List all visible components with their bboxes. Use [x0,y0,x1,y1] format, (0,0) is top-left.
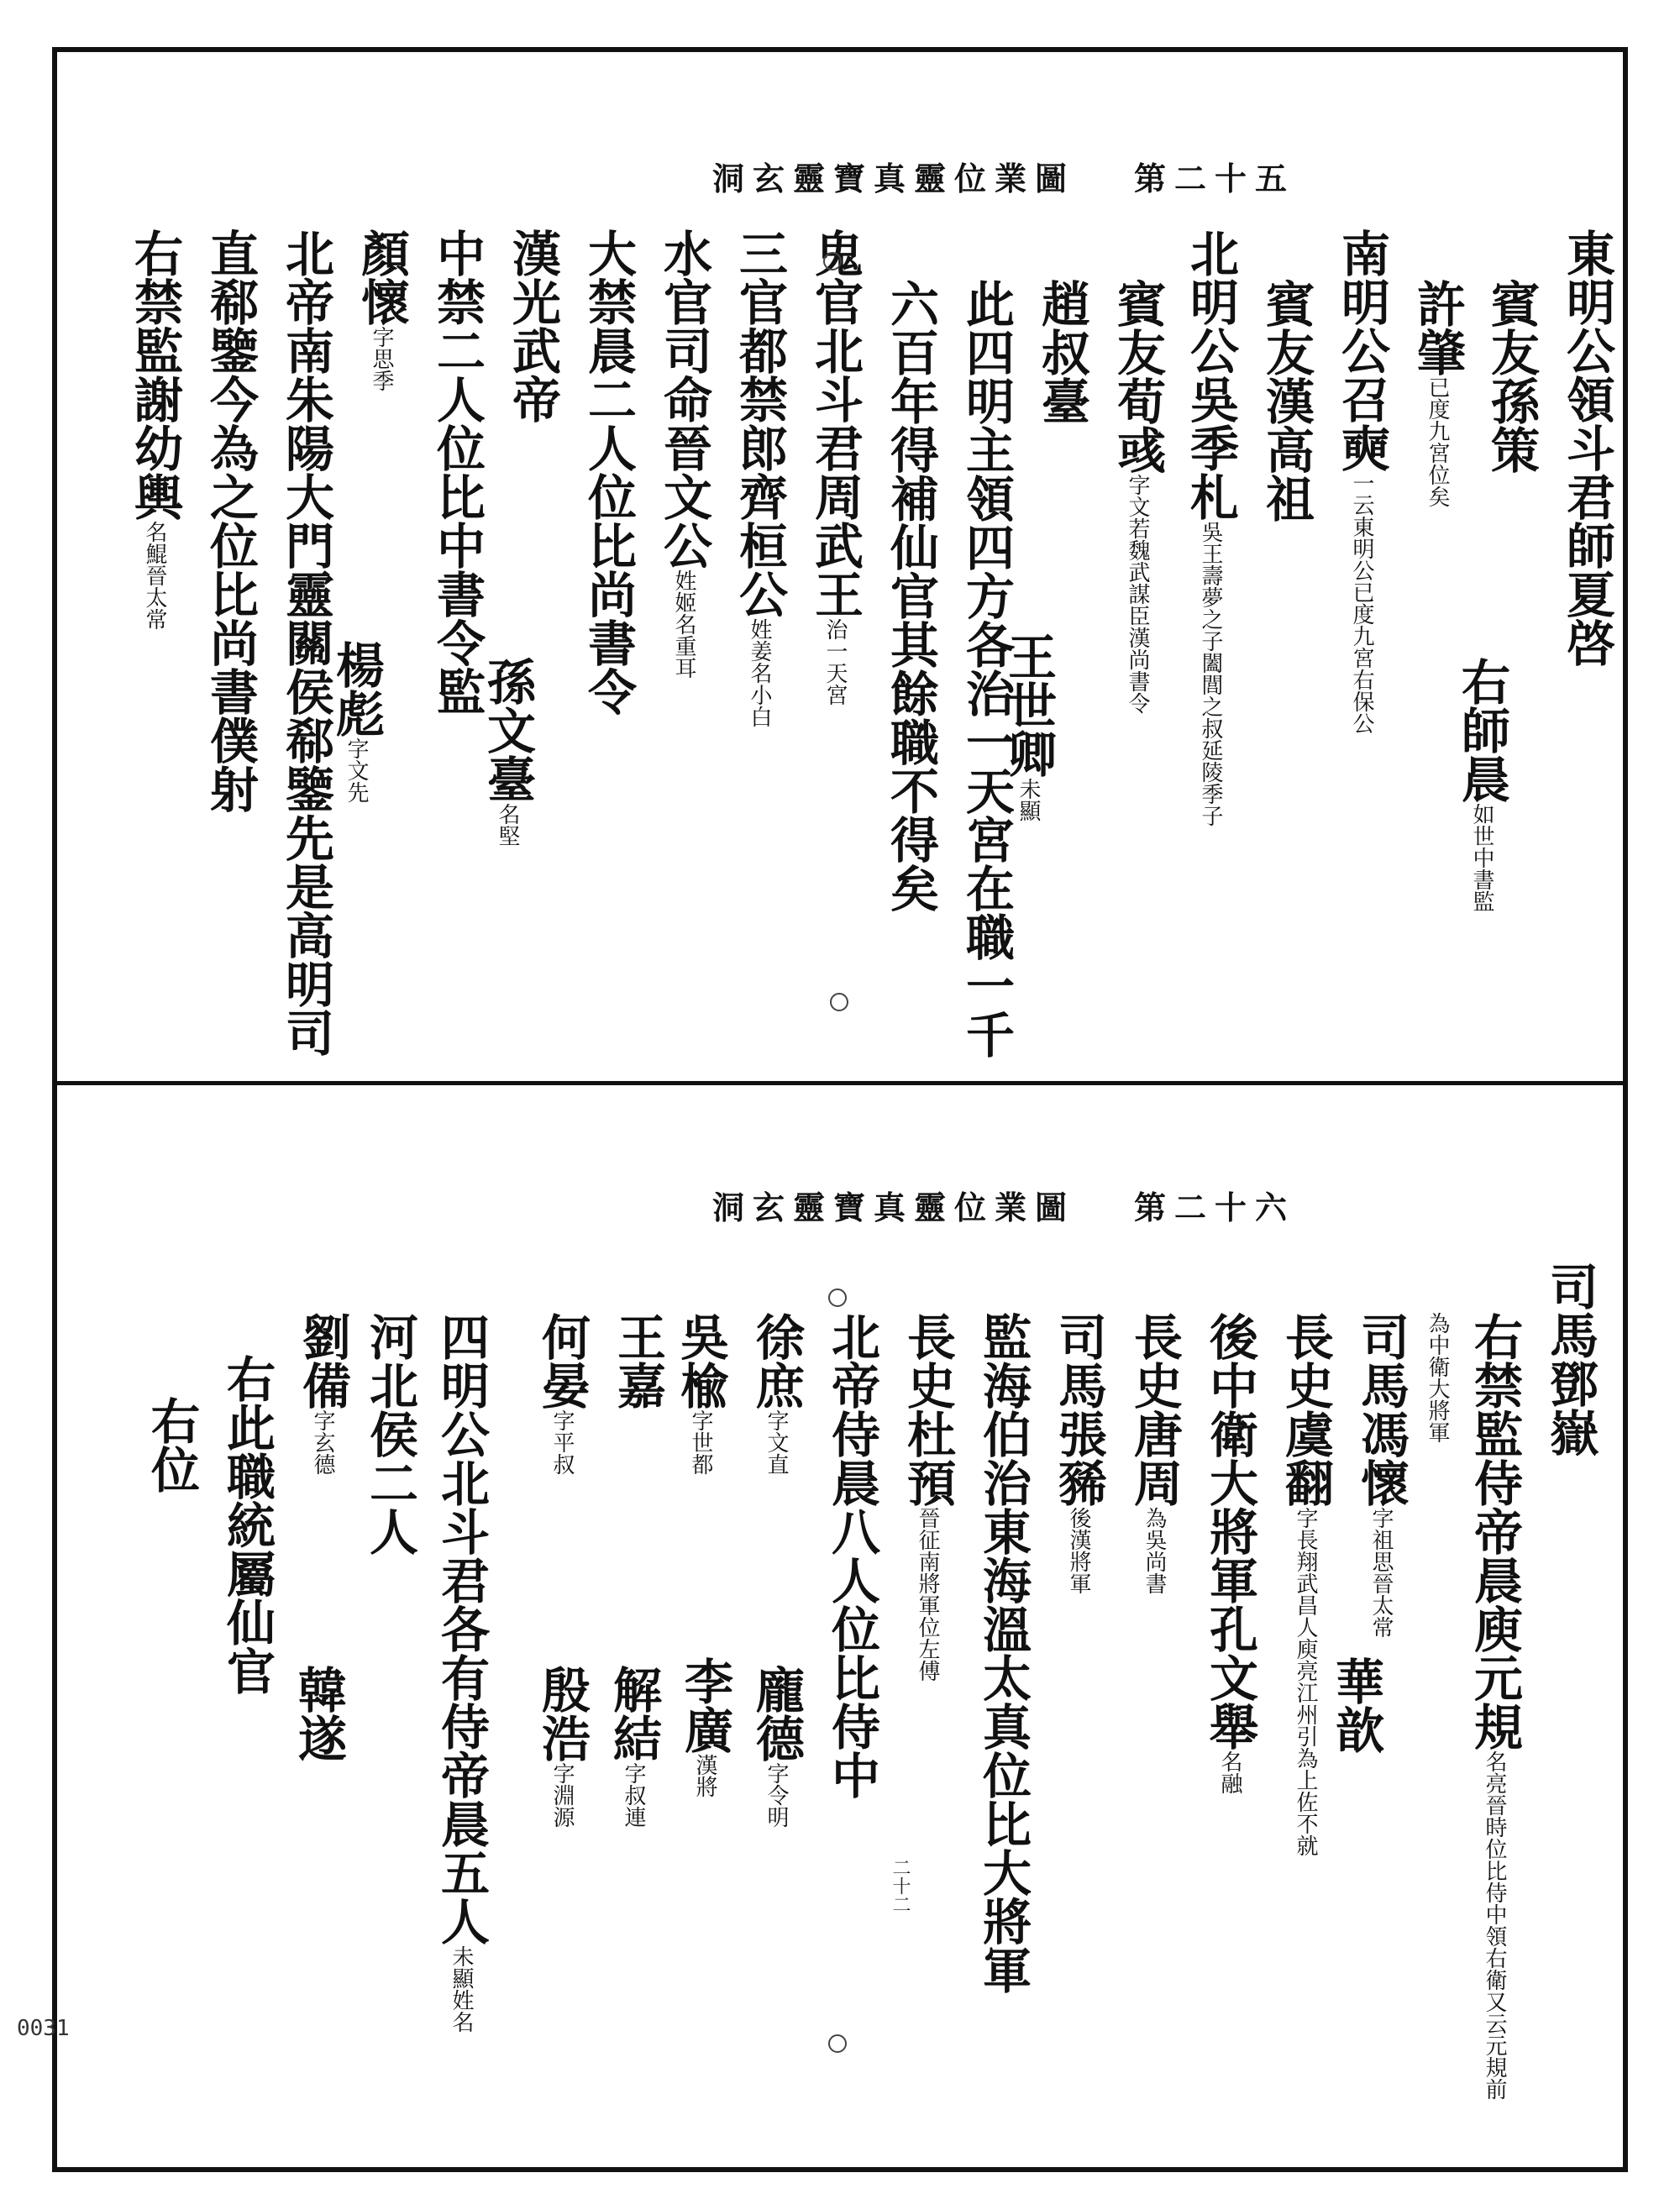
top-col-8: 趙叔臺 [1033,279,1090,425]
bottom-col-20: 右位 [143,1396,200,1493]
top-name-wang-shiqing: 王世卿未顯 [1000,632,1057,821]
top-header-section: 第二十五 [1134,160,1296,197]
bottom-col-14: 王嘉 [609,1312,666,1409]
top-col-14: 大禁晨二人位比尚書令 [580,228,637,716]
bottom-col-6: 後中衛大將軍孔文舉名融 [1201,1312,1258,1794]
top-col-16: 中禁二人位比中書令監 [428,228,486,716]
bottom-col-4: 司馬馮懷字祖思晉太常 [1352,1312,1410,1638]
top-punch-hole-1 [823,252,842,270]
bottom-col-10: 長史杜預晉征南將軍位左傅 [899,1312,956,1682]
top-col-20: 右禁監謝幼輿名鯤晉太常 [126,228,183,630]
top-header [712,153,1295,199]
top-col-10: 六百年得補仙官其餘職不得矣 [882,279,939,912]
top-header-title: 洞玄靈寶真靈位業圖 [712,160,1076,197]
top-col-9: 此四明主領四方各治一天宮在職一千 [958,279,1015,1058]
leaf-number: 二十二 [890,1858,911,1913]
bottom-header-section: 第二十六 [1134,1189,1296,1226]
bottom-col-3: 為中衛大將軍 [1425,1312,1450,1443]
bottom-col-13: 吳楡字世都 [672,1312,729,1475]
top-name-yang-biao: 楊彪字文先 [328,640,385,803]
bottom-punch-hole-1 [828,1288,847,1307]
bottom-name-pang-de: 龐德字令明 [748,1665,805,1828]
bottom-col-11: 北帝侍晨八人位比侍中 [823,1312,880,1799]
bottom-col-2: 右禁監侍帝晨庾元規名亮晉時位比侍中領右衛又云元規前 [1466,1312,1523,2100]
top-punch-hole-2 [830,993,848,1011]
top-col-15: 漢光武帝 [504,228,561,423]
bottom-col-8: 司馬張豨後漢將軍 [1050,1312,1107,1594]
top-col-5: 賓友漢高祖 [1257,279,1315,522]
top-col-2: 賓友孫策 [1483,279,1540,474]
bottom-name-han-sui: 韓遂 [290,1665,347,1762]
top-col-12: 三官都禁郎齊桓公姓姜名小白 [731,228,788,727]
bottom-punch-hole-2 [828,2034,847,2053]
bottom-col-19: 右此職統屬仙官 [218,1354,276,1695]
bottom-col-17: 河北侯二人 [361,1312,418,1556]
bottom-col-16: 四明公北斗君各有侍帝晨五人未顯姓名 [433,1312,490,2033]
top-name-right-master: 右師晨如世中書監 [1453,657,1510,912]
top-col-1: 東明公領斗君師夏啓 [1558,228,1615,667]
bottom-name-li-guang: 李廣漢將 [676,1656,733,1798]
bottom-header-title: 洞玄靈寶真靈位業圖 [712,1189,1076,1226]
bottom-name-yin-hao: 殷浩字淵源 [533,1665,591,1828]
top-col-6: 北明公吳季札吳王壽夢之子闔閭之叔延陵季子 [1182,228,1239,827]
bottom-panel [57,1085,1623,2167]
top-col-18: 北帝南朱陽大門靈關侯郗鑒先是高明司 [277,228,334,1057]
bottom-col-9: 監海伯治東海溫太真位比大將軍 [974,1312,1032,1994]
top-name-sun-wentai: 孫文臺名堅 [479,657,536,847]
bottom-col-1: 司馬鄧嶽 [1541,1262,1599,1456]
bottom-name-hua-xin: 華歆 [1327,1656,1384,1754]
top-panel [57,52,1623,1081]
folio-number: 0031 [17,2016,70,2041]
top-col-7: 賓友荀彧字文若魏武謀臣漢尚書令 [1109,279,1166,714]
top-col-3: 許肇已度九宮位矣 [1409,279,1466,507]
top-col-17: 顏懷字思季 [353,228,410,391]
top-col-19: 直郗鑒今為之位比尚書僕射 [202,228,259,813]
bottom-col-5: 長史虞翻字長翔武昌人庾亮江州引為上佐不就 [1277,1312,1334,1856]
top-col-11: 鬼官北斗君周武王治一天宮 [806,228,864,706]
bottom-header [712,1182,1295,1228]
bottom-col-18: 劉備字玄德 [294,1312,351,1475]
bottom-col-7: 長史唐周為吳尚書 [1126,1312,1183,1594]
bottom-name-xie-jie: 解結字叔連 [605,1665,662,1828]
top-col-4: 南明公召奭一云東明公已度九宮右保公 [1333,228,1390,734]
bottom-col-12: 徐庶字文直 [748,1312,805,1475]
bottom-col-15: 何晏字平叔 [533,1312,591,1475]
top-col-13: 水官司命晉文公姓姬名重耳 [655,228,712,679]
